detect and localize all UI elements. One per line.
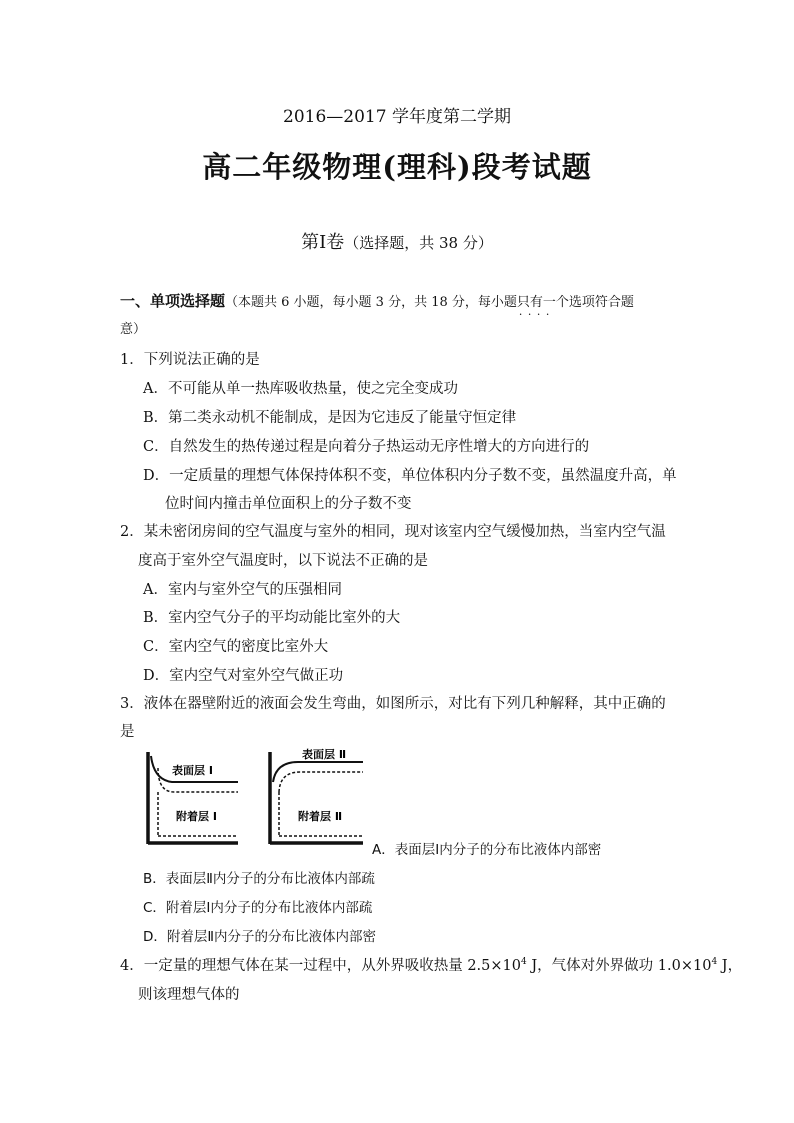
label-attach-2: 附着层 Ⅱ <box>298 810 343 823</box>
q3-stem-line1: 3．液体在器壁附近的液面会发生弯曲，如图所示，对比有下列几种解释，其中正确的 <box>120 696 666 712</box>
q2-option-c: C．室内空气的密度比室外大 <box>143 639 329 655</box>
exam-title: 高二年级物理(理科)段考试题 <box>202 150 592 184</box>
q1-stem: 1．下列说法正确的是 <box>120 352 260 368</box>
q4-stem-part-b: J，气体对外界做功 1.0×10 <box>526 958 712 974</box>
section-note-after: 选项符合题 <box>568 295 634 310</box>
q3-option-c: C．附着层Ⅰ内分子的分布比液体内部疏 <box>143 900 373 916</box>
part-note: （选择题，共 38 分） <box>344 234 493 252</box>
section-heading <box>120 290 634 311</box>
label-surface-2: 表面层 Ⅱ <box>302 748 347 761</box>
q2-option-d: D．室内空气对室外空气做正功 <box>143 668 344 684</box>
q2-stem-line1: 2．某未密闭房间的空气温度与室外的相同，现对该室内空气缓慢加热，当室内空气温 <box>120 524 666 540</box>
section-note-end: 意） <box>120 322 147 337</box>
q4-stem-line2: 则该理想气体的 <box>138 987 240 1003</box>
q1-option-d-line2: 位时间内撞击单位面积上的分子数不变 <box>165 496 412 512</box>
q3-option-d: D．附着层Ⅱ内分子的分布比液体内部密 <box>143 929 377 945</box>
figure-right <box>270 748 363 844</box>
q4-exponent-2: 4 <box>711 957 718 968</box>
label-attach-1: 附着层 Ⅰ <box>176 810 217 823</box>
q4-exponent-1: 4 <box>521 957 527 968</box>
q1-option-b: B．第二类永动机不能制成，是因为它违反了能量守恒定律 <box>143 410 517 426</box>
q4-stem-part-a: 4．一定量的理想气体在某一过程中，从外界吸收热量 2.5×10 <box>120 958 521 974</box>
exam-year: 2016—2017 学年度第二学期 <box>283 107 511 127</box>
liquid-surface-diagram <box>138 748 368 848</box>
q1-option-a: A．不可能从单一热库吸收热量，使之完全变成功 <box>143 381 458 397</box>
part-label: 第Ⅰ卷 <box>301 232 345 253</box>
q4-stem-part-c: J， <box>717 958 743 974</box>
q3-option-b: B．表面层Ⅱ内分子的分布比液体内部疏 <box>143 871 375 887</box>
figure-left <box>148 752 238 844</box>
q3-stem-line2: 是 <box>120 724 135 740</box>
section-note-before: （本题共 6 小题，每小题 3 分，共 18 分，每小题 <box>225 295 517 310</box>
q1-option-c: C．自然发生的热传递过程是向着分子热运动无序性增大的方向进行的 <box>143 439 590 455</box>
q2-stem-line2: 度高于室外空气温度时，以下说法不正确的是 <box>138 553 428 569</box>
section-note-emphasis: 只有一个 · · · · <box>517 295 569 310</box>
q3-option-a: A．表面层Ⅰ内分子的分布比液体内部密 <box>372 842 602 858</box>
q4-stem-line1 <box>120 954 742 975</box>
part-heading <box>0 228 794 254</box>
section-title: 一、单项选择题 <box>120 292 226 310</box>
q2-option-a: A．室内与室外空气的压强相同 <box>143 582 342 598</box>
label-surface-1: 表面层 Ⅰ <box>172 764 213 777</box>
q2-option-b: B．室内空气分子的平均动能比室外的大 <box>143 610 401 626</box>
q1-option-d-line1: D．一定质量的理想气体保持体积不变，单位体积内分子数不变，虽然温度升高，单 <box>143 468 677 484</box>
